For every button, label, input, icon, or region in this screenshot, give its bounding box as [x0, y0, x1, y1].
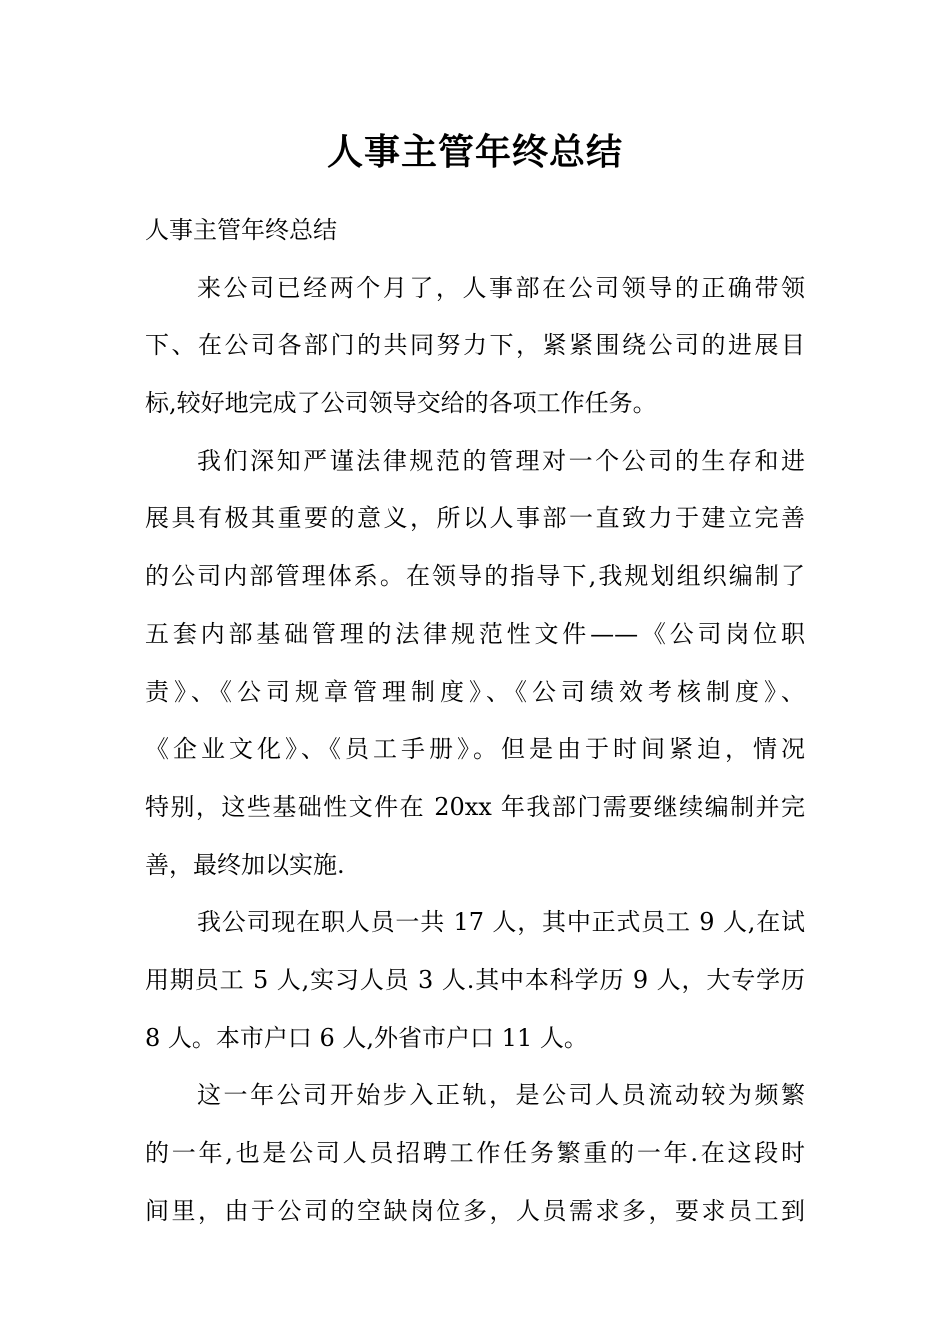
paragraph-line: 标,较好地完成了公司领导交给的各项工作任务。: [145, 389, 657, 418]
paragraph-line: 来公司已经两个月了，人事部在公司领导的正确带领: [197, 273, 805, 302]
document-body: [145, 202, 805, 1240]
document-subtitle: 人事主管年终总结: [145, 216, 337, 244]
paragraph-line: 我们深知严谨法律规范的管理对一个公司的生存和进: [197, 446, 805, 475]
paragraph-4: [145, 1067, 805, 1240]
paragraph-line: 《企业文化》、《员工手册》。但是由于时间紧迫，情况: [145, 735, 805, 764]
paragraph-line: 下、在公司各部门的共同努力下，紧紧围绕公司的进展目: [145, 331, 805, 360]
paragraph-2: [145, 433, 805, 895]
paragraph-line: 善，最终加以实施.: [145, 850, 345, 879]
paragraph-line: 的公司内部管理体系。在领导的指导下,我规划组织编制了: [145, 562, 805, 591]
paragraph-line: 展具有极其重要的意义，所以人事部一直致力于建立完善: [145, 504, 805, 533]
paragraph-line: 五套内部基础管理的法律规范性文件——《公司岗位职: [145, 619, 805, 648]
paragraph-line: 用期员工 5 人,实习人员 3 人.其中本科学历 9 人，大专学历: [145, 965, 805, 994]
paragraph-line: 这一年公司开始步入正轨，是公司人员流动较为频繁: [197, 1081, 805, 1110]
paragraph-line: 责》、《公司规章管理制度》、《公司绩效考核制度》、: [145, 677, 805, 706]
paragraph-line: 特别，这些基础性文件在 20xx 年我部门需要继续编制并完: [145, 792, 805, 821]
paragraph-line: 8 人。本市户口 6 人,外省市户口 11 人。: [145, 1023, 588, 1052]
document-title: 人事主管年终总结: [326, 131, 623, 173]
paragraph-line: 间里，由于公司的空缺岗位多，人员需求多，要求员工到: [145, 1196, 805, 1225]
paragraph-3: [145, 894, 805, 1067]
paragraph-line: 的一年,也是公司人员招聘工作任务繁重的一年.在这段时: [145, 1139, 805, 1167]
paragraph-1: [145, 260, 805, 433]
paragraph-line: 我公司现在职人员一共 17 人，其中正式员工 9 人,在试: [197, 908, 805, 937]
